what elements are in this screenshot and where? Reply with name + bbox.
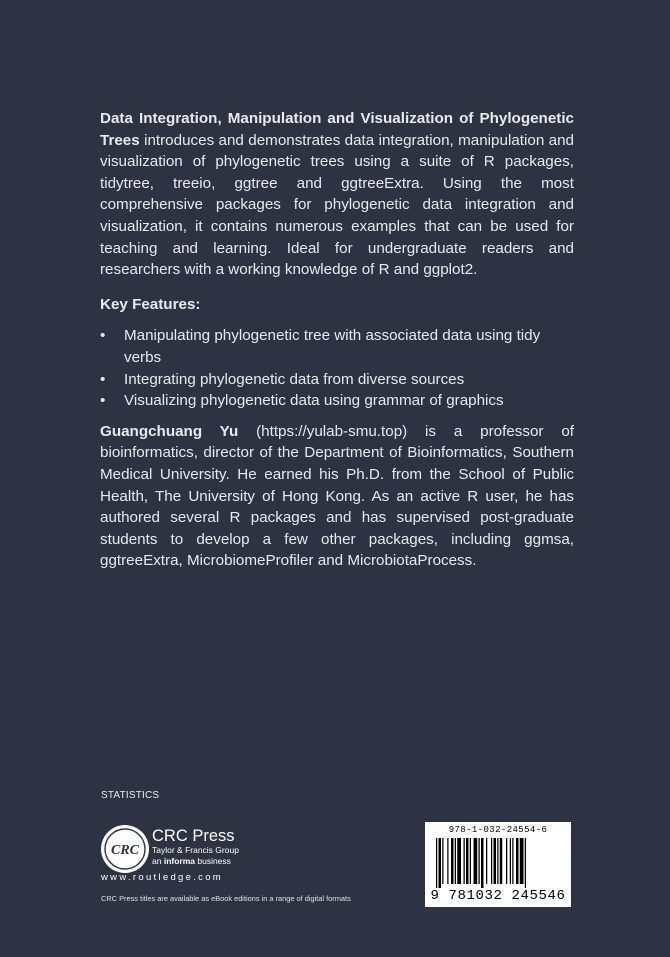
barcode-bar: [481, 838, 484, 888]
barcode-bar: [447, 838, 448, 884]
list-item: • Visualizing phylogenetic data using grammar of graphics: [100, 390, 574, 412]
description-body: introduces and demonstrates data integration, manipulation and visualization of phylogenetic trees using a suite of R packages, tidytree, treeio, ggtree and ggtreeExtra. Using the most comprehensive packages for phylogenetic data integration and visualization, it contains numerous examples that can be used for teaching and learning. Ideal for undergraduate readers and researchers with a working knowledge of R and ggplot2.: [100, 131, 574, 279]
publisher-name: CRC Press: [152, 827, 235, 845]
crc-logo-icon: [100, 824, 150, 874]
bullet-icon: •: [100, 370, 106, 388]
barcode-bar: [512, 838, 513, 884]
barcode-bar: [474, 838, 478, 884]
barcode-bar: [439, 838, 442, 888]
publisher-group: Taylor & Francis Group: [152, 845, 239, 855]
barcode-bar: [466, 838, 469, 884]
isbn-number: 978-1-032-24554-6: [448, 825, 548, 835]
author-bio: (https://yulab-smu.top) is a professor of bioinformatics, director of the Department of Bioinformatics, Southern Medical University. He earned his Ph.D. from the School of Public Health, The University of Hong Kong. As an active R user, he has authored several R packages and has supervised post-graduate students to develop a few other packages, including ggmsa, ggtreeExtra, MicrobiomeProfiler and MicrobiotaProcess.: [100, 422, 575, 570]
key-features-heading: Key Features:: [100, 295, 201, 313]
key-features-list: [100, 325, 574, 411]
barcode-bar: [436, 838, 437, 888]
crc-logo-text: CRC: [110, 843, 140, 858]
barcode-bar: [525, 838, 526, 888]
book-title: Data Integration, Manipulation and Visualization of Phylogenetic Trees: [100, 110, 574, 149]
barcode-bar: [520, 838, 524, 884]
barcode-bar: [494, 838, 497, 884]
bullet-icon: •: [100, 327, 106, 345]
barcode-bar: [455, 838, 456, 884]
subject-category: STATISTICS: [101, 790, 160, 801]
author-name: Guangchuang Yu: [100, 422, 239, 440]
isbn-barcode: [425, 822, 571, 907]
bullet-icon: •: [100, 392, 106, 410]
back-cover-text: [100, 108, 574, 572]
author-bio-paragraph: [100, 421, 574, 572]
barcode-bar: [470, 838, 471, 884]
barcode-bar: [497, 838, 498, 884]
list-item: • Manipulating phylogenetic tree with associated data using tidy verbs: [100, 327, 541, 366]
barcode-bar: [516, 838, 519, 884]
barcode-bar: [457, 838, 461, 884]
barcode-bar: [500, 838, 503, 884]
barcode-bar: [510, 838, 511, 884]
description-paragraph: [100, 108, 574, 281]
barcode-bar: [486, 838, 487, 884]
publisher-website: www.routledge.com: [101, 872, 223, 883]
publisher-block: [152, 828, 239, 867]
barcode-bar: [442, 838, 443, 884]
ebook-note: CRC Press titles are available as eBook editions in a range of digital formats: [101, 894, 351, 903]
barcode-bar: [506, 838, 507, 884]
list-item: • Integrating phylogenetic data from diverse sources: [100, 369, 574, 391]
barcode-digits: 9 781032 245546: [430, 888, 566, 904]
barcode-bar: [464, 838, 465, 884]
barcode-bar: [451, 838, 454, 884]
publisher-business: an informa business: [152, 856, 231, 866]
barcode-bar: [491, 838, 492, 884]
barcode-bars: [436, 838, 560, 888]
barcode-bar: [479, 838, 480, 884]
